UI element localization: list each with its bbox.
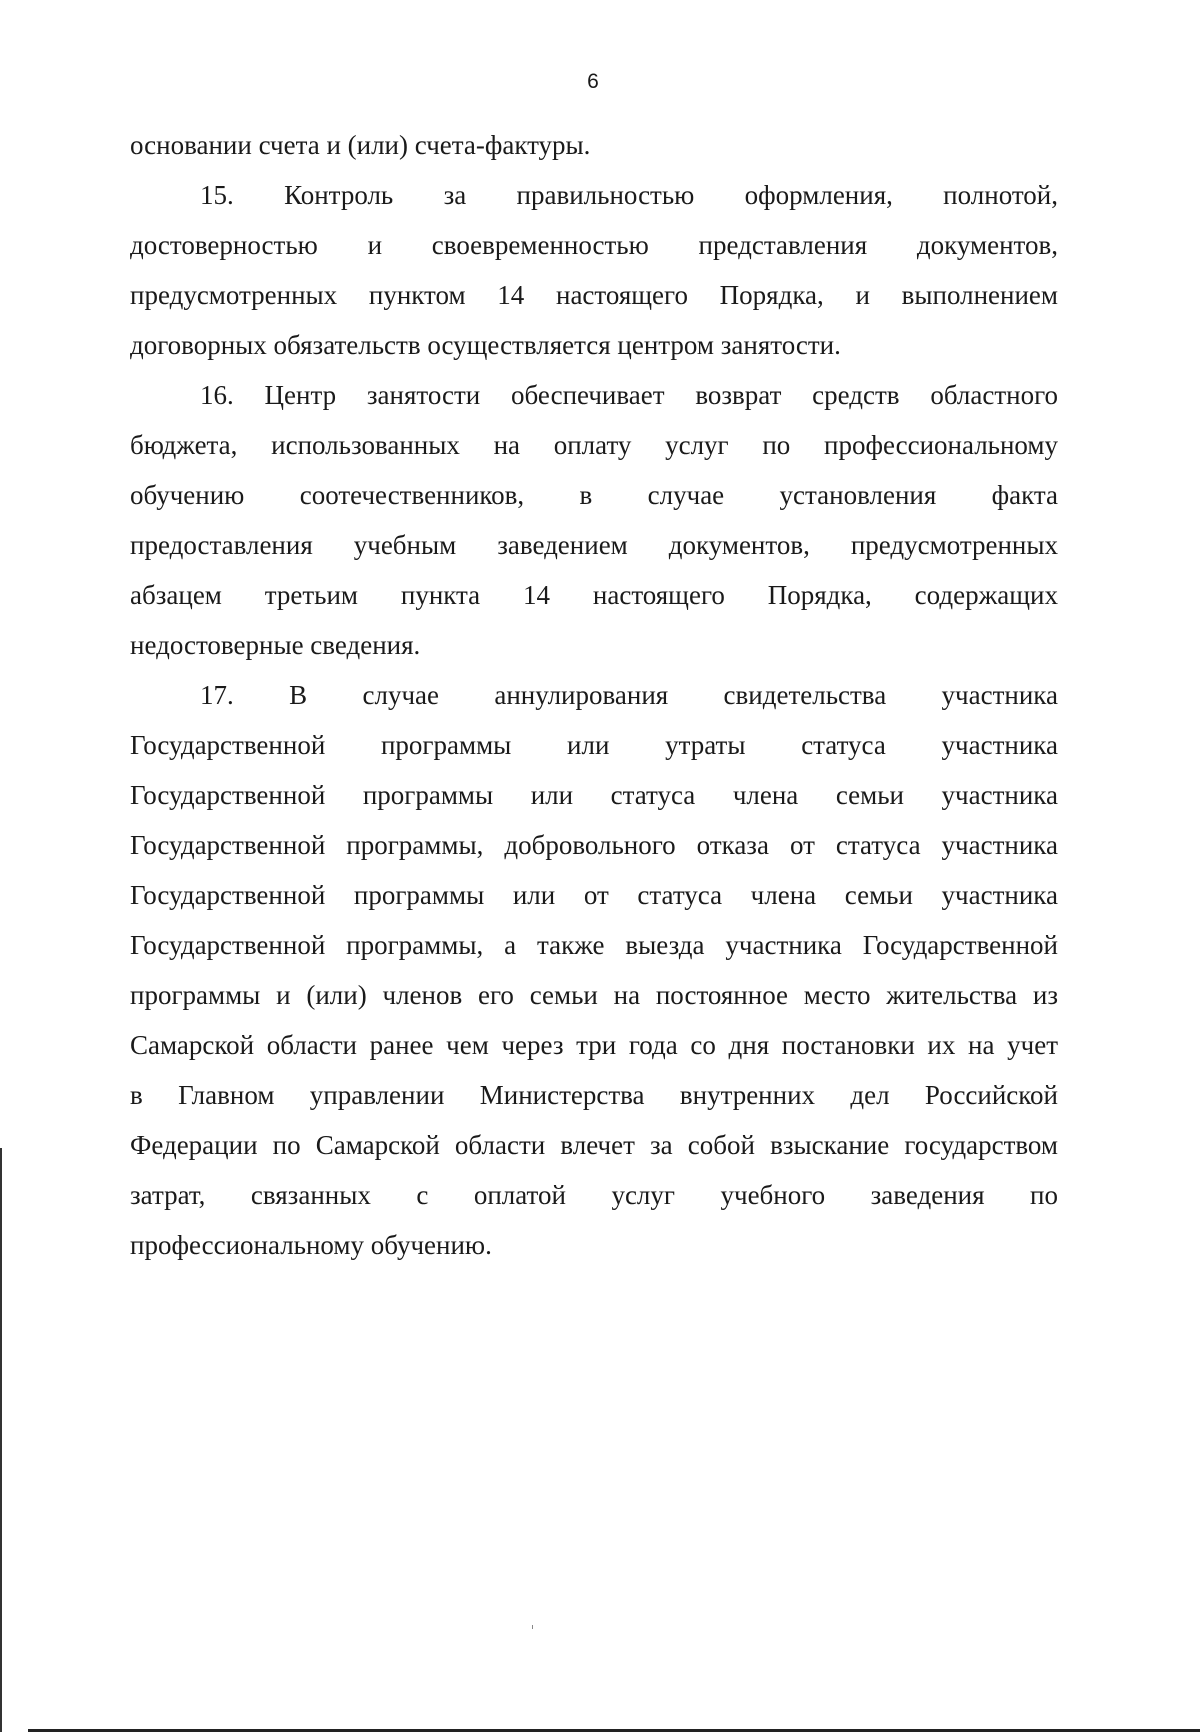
text-line: Самарской области ранее чем через три года со дня постановки их на учет [130, 1030, 1058, 1060]
text-line: предусмотренных пунктом 14 настоящего Порядка, и выполнением [130, 280, 1058, 310]
text-line: 15. Контроль за правильностью оформления, полнотой, [200, 180, 1058, 210]
text-line: затрат, связанных с оплатой услуг учебного заведения по [130, 1180, 1058, 1210]
text-line: профессиональному обучению. [130, 1230, 492, 1260]
scan-edge-left [0, 1148, 2, 1732]
text-line: достоверностью и своевременностью представления документов, [130, 230, 1058, 260]
text-line: 16. Центр занятости обеспечивает возврат средств областного [200, 380, 1058, 410]
text-line: Государственной программы, добровольного отказа от статуса участника [130, 830, 1058, 860]
text-line: абзацем третьим пункта 14 настоящего Порядка, содержащих [130, 580, 1058, 610]
text-line: недостоверные сведения. [130, 630, 421, 660]
text-line: программы и (или) членов его семьи на постоянное место жительства из [130, 980, 1058, 1010]
text-line: Государственной программы или от статуса члена семьи участника [130, 880, 1058, 910]
page-number: 6 [587, 70, 599, 93]
document-body [130, 120, 1058, 1270]
text-line: бюджета, использованных на оплату услуг по профессиональному [130, 430, 1058, 460]
text-line: Государственной программы или статуса члена семьи участника [130, 780, 1058, 810]
text-line: договорных обязательств осуществляется центром занятости. [130, 330, 841, 360]
text-line: Государственной программы, а также выезда участника Государственной [130, 930, 1058, 960]
text-line: основании счета и (или) счета-фактуры. [130, 130, 591, 160]
text-line: 17. В случае аннулирования свидетельства участника [200, 680, 1058, 710]
text-line: предоставления учебным заведением документов, предусмотренных [130, 530, 1058, 560]
text-line: Федерации по Самарской области влечет за собой взыскание государством [130, 1130, 1058, 1160]
text-line: Государственной программы или утраты статуса участника [130, 730, 1058, 760]
scan-speck [532, 1625, 533, 1629]
text-line: в Главном управлении Министерства внутренних дел Российской [130, 1080, 1058, 1110]
text-line: обучению соотечественников, в случае установления факта [130, 480, 1058, 510]
